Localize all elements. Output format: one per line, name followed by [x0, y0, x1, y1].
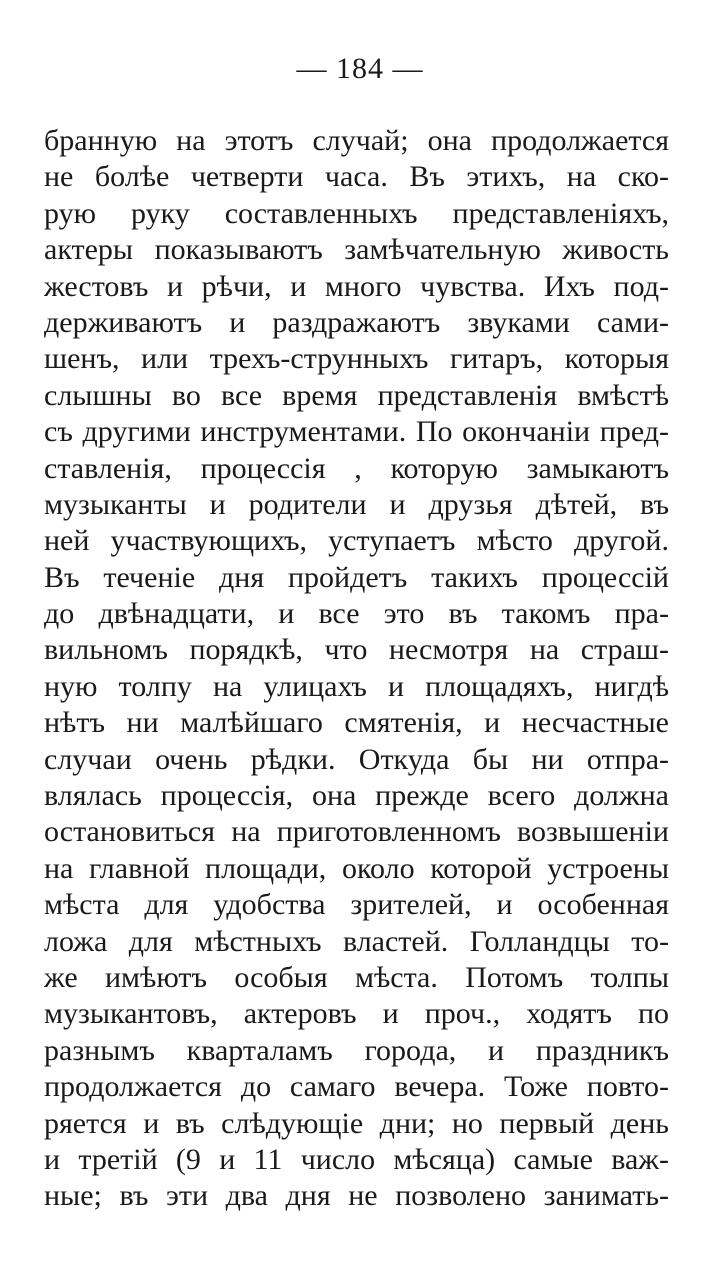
text-line: не болѣе четверти часа. Въ этихъ, на ско- — [44, 160, 669, 194]
text-line: и третій (9 и 11 число мѣсяца) самые важ- — [44, 1142, 669, 1176]
text-line: съ другими инструментами. По окончаніи пред- — [44, 415, 669, 449]
text-line: вильномъ порядкѣ, что несмотря на страш- — [44, 633, 669, 667]
text-line: ряется и въ слѣдующіе дни; но первый день — [44, 1106, 669, 1140]
text-line: шенъ, или трехъ-струнныхъ гитаръ, которыя — [44, 342, 669, 376]
body-text — [44, 123, 669, 1215]
text-line: случаи очень рѣдки. Откуда бы ни отпра- — [44, 742, 669, 776]
page-number: — 184 — — [296, 52, 424, 85]
text-line: держиваютъ и раздражаютъ звуками сами- — [44, 305, 669, 339]
text-line: бранную на этотъ случай; она продолжается — [44, 124, 669, 157]
text-line: ставленія, процессія , которую замыкаютъ — [44, 451, 669, 485]
text-line: разнымъ кварталамъ города, и праздникъ — [44, 1033, 669, 1067]
text-line: остановиться на приготовленномъ возвышеніи — [44, 815, 669, 849]
text-line: рую руку составленныхъ представленіяхъ, — [44, 196, 669, 230]
text-line: нѣтъ ни малѣйшаго смятенія, и несчастные — [44, 706, 669, 740]
text-line: ные; въ эти два дня не позволено занимать- — [44, 1179, 669, 1213]
text-line: на главной площади, около которой устроены — [44, 851, 669, 885]
text-line: музыканты и родители и друзья дѣтей, въ — [44, 487, 669, 521]
text-line: ложа для мѣстныхъ властей. Голландцы то- — [44, 924, 669, 958]
text-line: ней участвующихъ, уступаетъ мѣсто другой. — [44, 524, 669, 558]
text-line: мѣста для удобства зрителей, и особенная — [44, 888, 669, 922]
text-line: же имѣютъ особыя мѣста. Потомъ толпы — [44, 960, 669, 994]
text-line: до двѣнадцати, и все это въ такомъ пра- — [44, 597, 669, 631]
text-line: музыкантовъ, актеровъ и проч., ходятъ по — [44, 997, 669, 1031]
text-line: актеры показываютъ замѣчательную живость — [44, 233, 669, 267]
text-line: Въ теченіе дня пройдетъ такихъ процессій — [44, 560, 669, 594]
text-line: ную толпу на улицахъ и площадяхъ, нигдѣ — [44, 669, 669, 703]
text-line: слышны во все время представленія вмѣстѣ — [44, 378, 669, 412]
text-line: влялась процессія, она прежде всего должна — [44, 779, 669, 813]
text-line: продолжается до самаго вечера. Тоже повто- — [44, 1070, 669, 1104]
text-line: жестовъ и рѣчи, и много чувства. Ихъ под- — [44, 269, 669, 303]
